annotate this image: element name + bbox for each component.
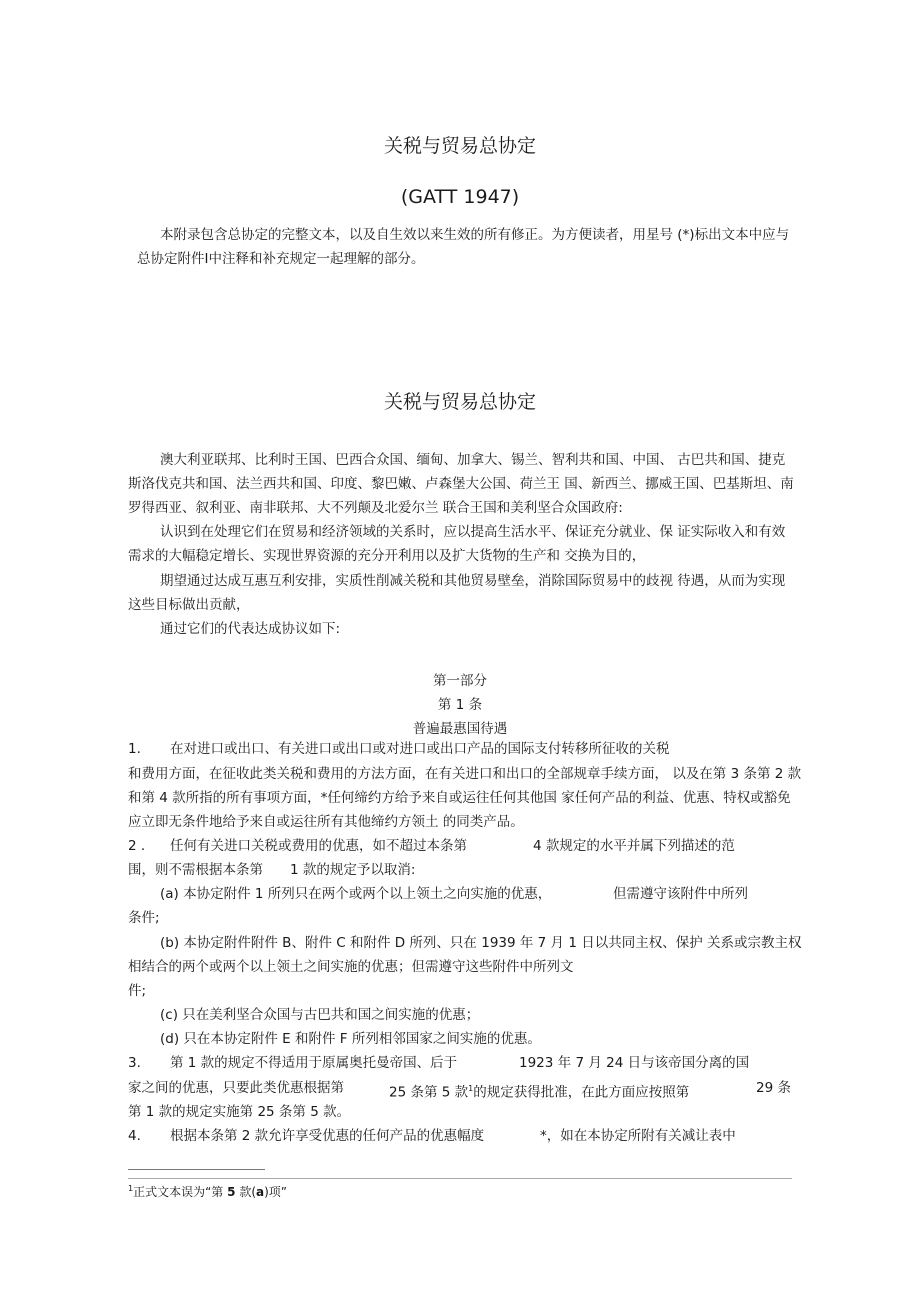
footnote-text-b: 5 — [227, 1185, 236, 1199]
footnote-separator — [128, 1169, 265, 1170]
preamble-line-7: 这些目标做出贡献， — [128, 597, 250, 613]
part-heading: 第一部分 — [433, 673, 487, 689]
p3-line-2a: 家之间的优惠，只要此类优惠根据第 — [128, 1080, 344, 1096]
p2-item-b-3: 件; — [128, 983, 147, 999]
document-title: 关税与贸易总协定 — [383, 135, 536, 157]
p2-item-a-1a: (a) 本协定附件 1 所列只在两个或两个以上领土之向实施的优惠， — [160, 886, 552, 902]
p3-line-1a: 第 1 款的规定不得适用于原属奥托曼帝国、后于 — [170, 1055, 458, 1071]
preamble-line-5: 需求的大幅稳定增长、实现世界资源的充分开利用以及扩大货物的生产和 交换为目的， — [128, 548, 646, 564]
intro-line-1: 本附录包含总协定的完整文本，以及自生效以来生效的所有修正。为方便读者，用星号 (*)标出文本中应与 — [160, 227, 790, 243]
p2-line-1a: 任何有关进口关税或费用的优惠，如不超过本条第 — [170, 838, 467, 854]
p3-line-2c-text: 的规定获得批准，在此方面应按照第 — [473, 1084, 690, 1101]
intro-line-2: 总协定附件Ⅰ中注释和补充规定一起理解的部分。 — [137, 251, 425, 267]
p2-line-2b: 1 款的规定予以取消: — [290, 862, 416, 878]
footnote-text-c: 款( — [235, 1185, 256, 1199]
preamble-line-3: 罗得西亚、叙利亚、南非联邦、大不列颠及北爱尔兰 联合王国和美利坚合众国政府: — [128, 500, 623, 516]
p1-line-1: 在对进口或出口、有关进口或出口或对进口或出口产品的国际支付转移所征收的关税 — [170, 741, 670, 757]
p1-line-2: 和费用方面，在征收此类关税和费用的方法方面，在有关进口和出口的全部规章手续方面， 以及在第 3 条第 2 款 — [128, 766, 802, 782]
footnote-text-a: 正式文本误为“第 — [133, 1185, 228, 1199]
article-heading: 第 1 条 — [437, 697, 483, 713]
footnote-reference[interactable]: 1 — [468, 1084, 474, 1093]
article-title: 普遍最惠国待遇 — [412, 721, 508, 737]
preamble-line-6: 期望通过达成互惠互利安排，实质性削减关税和其他贸易壁垒，消除国际贸易中的歧视 待遇，从而为实现 — [160, 573, 786, 589]
footnote-mark: 1 — [128, 1184, 134, 1193]
p2-item-d: (d) 只在本协定附件 E 和附件 F 所列相邻国家之间实施的优惠。 — [160, 1031, 541, 1047]
paragraph-number: 2 . — [128, 838, 146, 854]
p2-line-2a: 围，则不需根据本条第 — [128, 862, 263, 878]
p1-line-4: 应立即无条件地给予来自或运往所有其他缔约方领土 的同类产品。 — [128, 814, 524, 830]
p2-item-c: (c) 只在美利坚合众国与古巴共和国之间实施的优惠； — [160, 1007, 480, 1023]
p3-line-2d: 29 条 — [756, 1080, 791, 1096]
p2-line-1b: 4 款规定的水平并属下列描述的范 — [533, 838, 735, 854]
preamble-line-4: 认识到在处理它们在贸易和经济领域的关系时，应以提高生活水平、保证充分就业、保 证实际收入和有效 — [160, 524, 786, 540]
document-subtitle: (GATT 1947) — [400, 186, 520, 208]
preamble-line-8: 通过它们的代表达成协议如下: — [160, 621, 341, 637]
paragraph-number: 4. — [128, 1128, 141, 1144]
p3-line-1b: 1923 年 7 月 24 日与该帝国分离的国 — [519, 1055, 750, 1071]
footnote-text-e: )项” — [264, 1185, 288, 1199]
p2-item-a-2: 条件; — [128, 910, 160, 926]
p3-line-2b — [389, 1080, 689, 1102]
paragraph-number: 3. — [128, 1055, 141, 1071]
preamble-line-2: 斯洛伐克共和国、法兰西共和国、印度、黎巴嫩、卢森堡大公国、荷兰王 国、新西兰、挪威王国、巴基斯坦、南 — [128, 476, 794, 492]
paragraph-number: 1. — [128, 741, 141, 757]
p1-line-3: 和第 4 款所指的所有事项方面，*任何缔约方给予来自或运往任何其他国 家任何产品的利益、优惠、特权或豁免 — [128, 790, 791, 806]
p2-item-a-1b: 但需遵守该附件中所列 — [613, 886, 748, 902]
footnote — [128, 1183, 287, 1200]
footnote-text-d: a — [256, 1185, 265, 1199]
p3-line-3: 第 1 款的规定实施第 25 条第 5 款。 — [128, 1104, 351, 1120]
p3-line-2b-text: 25 条第 5 款 — [389, 1084, 469, 1101]
p4-line-1b: *，如在本协定所附有关减让表中 — [540, 1128, 736, 1144]
p2-item-b-1: (b) 本协定附件附件 B、附件 C 和附件 D 所列、只在 1939 年 7 月 1 日以共同主权、保护 关系或宗教主权 — [160, 935, 802, 951]
preamble-line-1: 澳大利亚联邦、比利时王国、巴西合众国、缅甸、加拿大、锡兰、智利共和国、中国、 古巴共和国、捷克 — [160, 452, 786, 468]
p4-line-1a: 根据本条第 2 款允许享受优惠的任何产品的优惠幅度 — [170, 1128, 485, 1144]
p2-item-b-2: 相结合的两个或两个以上领土之间实施的优惠；但需遵守这些附件中所列文 — [128, 959, 574, 975]
page-bottom-rule — [128, 1178, 792, 1179]
agreement-title: 关税与贸易总协定 — [383, 391, 536, 413]
